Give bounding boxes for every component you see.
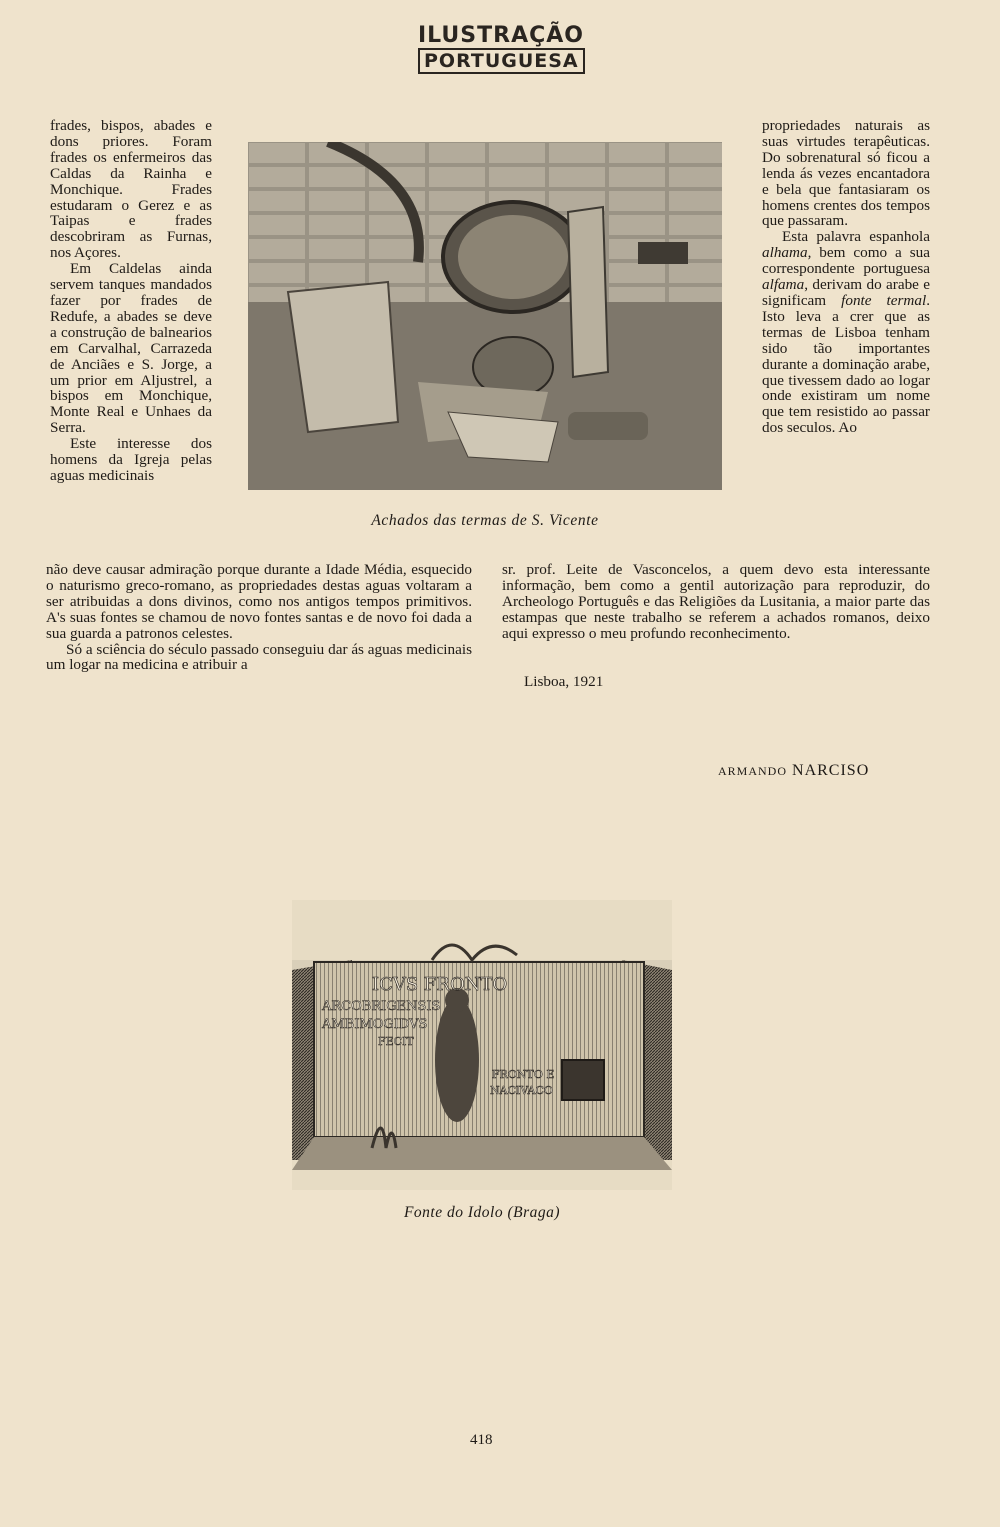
term-alhama: alhama [762, 244, 808, 262]
right-paragraph-2 [762, 229, 930, 436]
inscription-side2: NACIVACO [490, 1084, 553, 1097]
term-alfama: alfama [762, 276, 805, 294]
text-run: , bem como a sua correspondente portuguesa [762, 244, 930, 278]
term-fonte-termal: fonte termal [841, 291, 927, 309]
masthead-line1: ILUSTRAÇÃO [418, 23, 584, 48]
wide-right-paragraph: sr. prof. Leite de Vasconcelos, a quem devo esta interessante informação, bem como a gentil autorização para reproduzir, do Archeologo Português e das Religiões da Lusitania, a maior parte das estampas que neste trabalho se referem a achados romanos, deixo aqui expresso o meu profundo reconhecimento. [502, 561, 930, 642]
author-first-name: ARMANDO [718, 764, 788, 778]
wide-left-column [46, 562, 472, 673]
text-run: , derivam do arabe e significam [762, 276, 930, 309]
right-column [762, 118, 930, 436]
left-column [50, 118, 212, 484]
author-last-name: NARCISO [792, 762, 870, 779]
wide-left-paragraph-1: não deve causar admiração porque durante a Idade Média, esquecido o naturismo greco-romano, as propriedades destas aguas voltaram a ser atribuidas a dons divinos, como nos antigos tempos primitivos. A's suas fontes se chamou de novo fontes santas e de novo foi dada a sua guarda a patronos celestes. [46, 561, 472, 642]
photo-thermal-findings [248, 142, 722, 490]
engraving-illustration [292, 900, 672, 1190]
left-paragraph-1: frades, bispos, abades e dons priores. Foram frades os enfermeiros das Caldas da Rainha e Monchique. Frades estudaram o Gerez e as Taipas e frades descobriram as Furnas, nos Açores. [50, 117, 212, 262]
masthead-line2: PORTUGUESA [418, 48, 585, 74]
masthead-logo [418, 23, 584, 76]
engraving-caption: Fonte do Idolo (Braga) [403, 1204, 561, 1221]
inscription-line1: ICVS FRONTO [372, 974, 508, 995]
photo-caption: Achados das termas de S. Vicente [371, 512, 599, 529]
text-run: Esta palavra espanhola [782, 228, 930, 246]
place-date: Lisboa, 1921 [524, 673, 604, 690]
text-run: . Isto leva a crer que as termas de Lisboa tenham sido tão importantes durante a dominação arabe, que tivessem dado ao logar onde existiram um nome que tem resistido ao passar dos seculos. Ao [762, 291, 930, 437]
inscription-line3: AMBIMOGIDVS [322, 1017, 428, 1032]
inscription-line4: FECIT [378, 1035, 414, 1048]
inscription-line2: ARCOBRIGENSIS [322, 999, 441, 1014]
wide-left-paragraph-2: Só a sciência do século passado conseguiu dar ás aguas medicinais um logar na medicina e atribuir a [46, 640, 472, 674]
photo-illustration [248, 142, 722, 490]
inscription-side1: FRONTO E [492, 1068, 555, 1081]
left-paragraph-3: Este interesse dos homens da Igreja pelas aguas medicinais [50, 435, 212, 484]
wide-right-column [502, 562, 930, 642]
right-paragraph-1: propriedades naturais as suas virtudes terapêuticas. Do sobrenatural só ficou a lenda ás vezes encantadora e bela que fantasiaram os homens crentes dos tempos que passaram. [762, 117, 930, 230]
left-paragraph-2: Em Caldelas ainda servem tanques mandados fazer por frades de Redufe, a abades se deve a construção de balnearios em Carvalhal, Carrazeda de Anciães e S. Jorge, a um prior em Aljustrel, a bispos em Monchique, Monte Real e Unhaes da Serra. [50, 260, 212, 437]
author-signature [718, 762, 869, 780]
engraving-fonte-do-idolo [292, 900, 672, 1190]
page-number: 418 [470, 1432, 493, 1448]
